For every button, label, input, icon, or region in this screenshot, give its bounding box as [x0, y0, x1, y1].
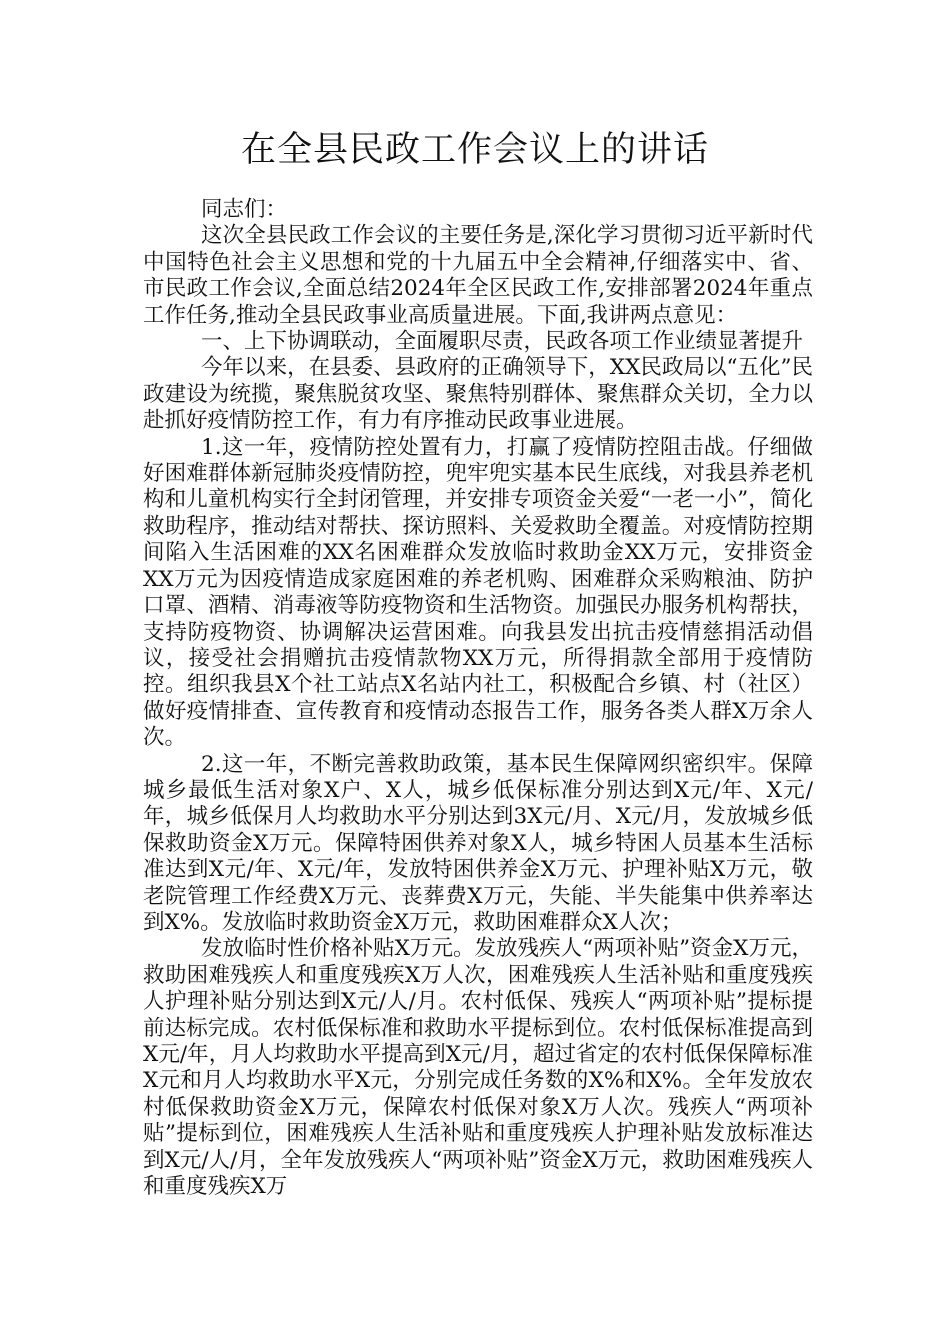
paragraph: 发放临时性价格补贴X万元。发放残疾人“两项补贴”资金X万元，救助困难残疾人和重度残疾X万人次，困难残疾人生活补贴和重度残疾人护理补贴分别达到X元/人/月。农村低保、残疾人“两项补贴”提标提前达标完成。农村低保标准和救助水平提标到位。农村低保标准提高到X元/年，月人均救助水平提高到X元/月，超过省定的农村低保保障标准X元和月人均救助水平X元，分别完成任务数的X%和X%。全年发放农村低保救助资金X万元，保障农村低保对象X万人次。残疾人“两项补贴”提标到位，困难残疾人生活补贴和重度残疾人护理补贴发放标准达到X元/人/月，全年发放残疾人“两项补贴”资金X万元，救助困难残疾人和重度残疾X万 [143, 936, 813, 1200]
page-title: 在全县民政工作会议上的讲话 [240, 130, 709, 170]
paragraph: 今年以来，在县委、县政府的正确领导下，XX民政局以“五化”民政建设为统揽，聚焦脱贫攻坚、聚焦特别群体、聚焦群众关切，全力以赴抓好疫情防控工作，有力有序推动民政事业进展。 [143, 355, 813, 434]
paragraph: 1.这一年，疫情防控处置有力，打赢了疫情防控阻击战。仔细做好困难群体新冠肺炎疫情防控，兜牢兜实基本民生底线，对我县养老机构和儿童机构实行全封闭管理，并安排专项资金关爱“一老一小”，简化救助程序，推动结对帮扶、探访照料、关爱救助全覆盖。对疫情防控期间陷入生活困难的XX名困难群众发放临时救助金XX万元，安排资金XX万元为因疫情造成家庭困难的养老机购、困难群众采购粮油、防护口罩、酒精、消毒液等防疫物资和生活物资。加强民办服务机构帮扶，支持防疫物资、协调解决运营困难。向我县发出抗击疫情慈捐活动倡议，接受社会捐赠抗击疫情款物XX万元，所得捐款全部用于疫情防控。组织我县X个社工站点X名站内社工，积极配合乡镇、村（社区）做好疫情排查、宣传教育和疫情动态报告工作，服务各类人群X万余人次。 [143, 434, 813, 751]
document-body [143, 197, 813, 1200]
salutation: 同志们： [201, 197, 288, 222]
paragraph-intro: 这次全县民政工作会议的主要任务是,深化学习贯彻习近平新时代中国特色社会主义思想和党的十九届五中全会精神,仔细落实中、省、市民政工作会议,全面总结2024年全区民政工作,安排部署2024年重点工作任务,推动全县民政事业高质量进展。下面,我讲两点意见： [143, 223, 813, 328]
paragraph: 2.这一年，不断完善救助政策，基本民生保障网织密织牢。保障城乡最低生活对象X户、X人，城乡低保标准分别达到X元/年、X元/年，城乡低保月人均救助水平分别达到3X元/月、X元/月，发放城乡低保救助资金X万元。保障特困供养对象X人，城乡特困人员基本生活标准达到X元/年、X元/年，发放特困供养金X万元、护理补贴X万元，敬老院管理工作经费X万元、丧葬费X万元，失能、半失能集中供养率达到X%。发放临时救助资金X万元，救助困难群众X人次； [143, 751, 813, 935]
section-heading: 一、上下协调联动，全面履职尽责，民政各项工作业绩显著提升 [201, 329, 804, 355]
